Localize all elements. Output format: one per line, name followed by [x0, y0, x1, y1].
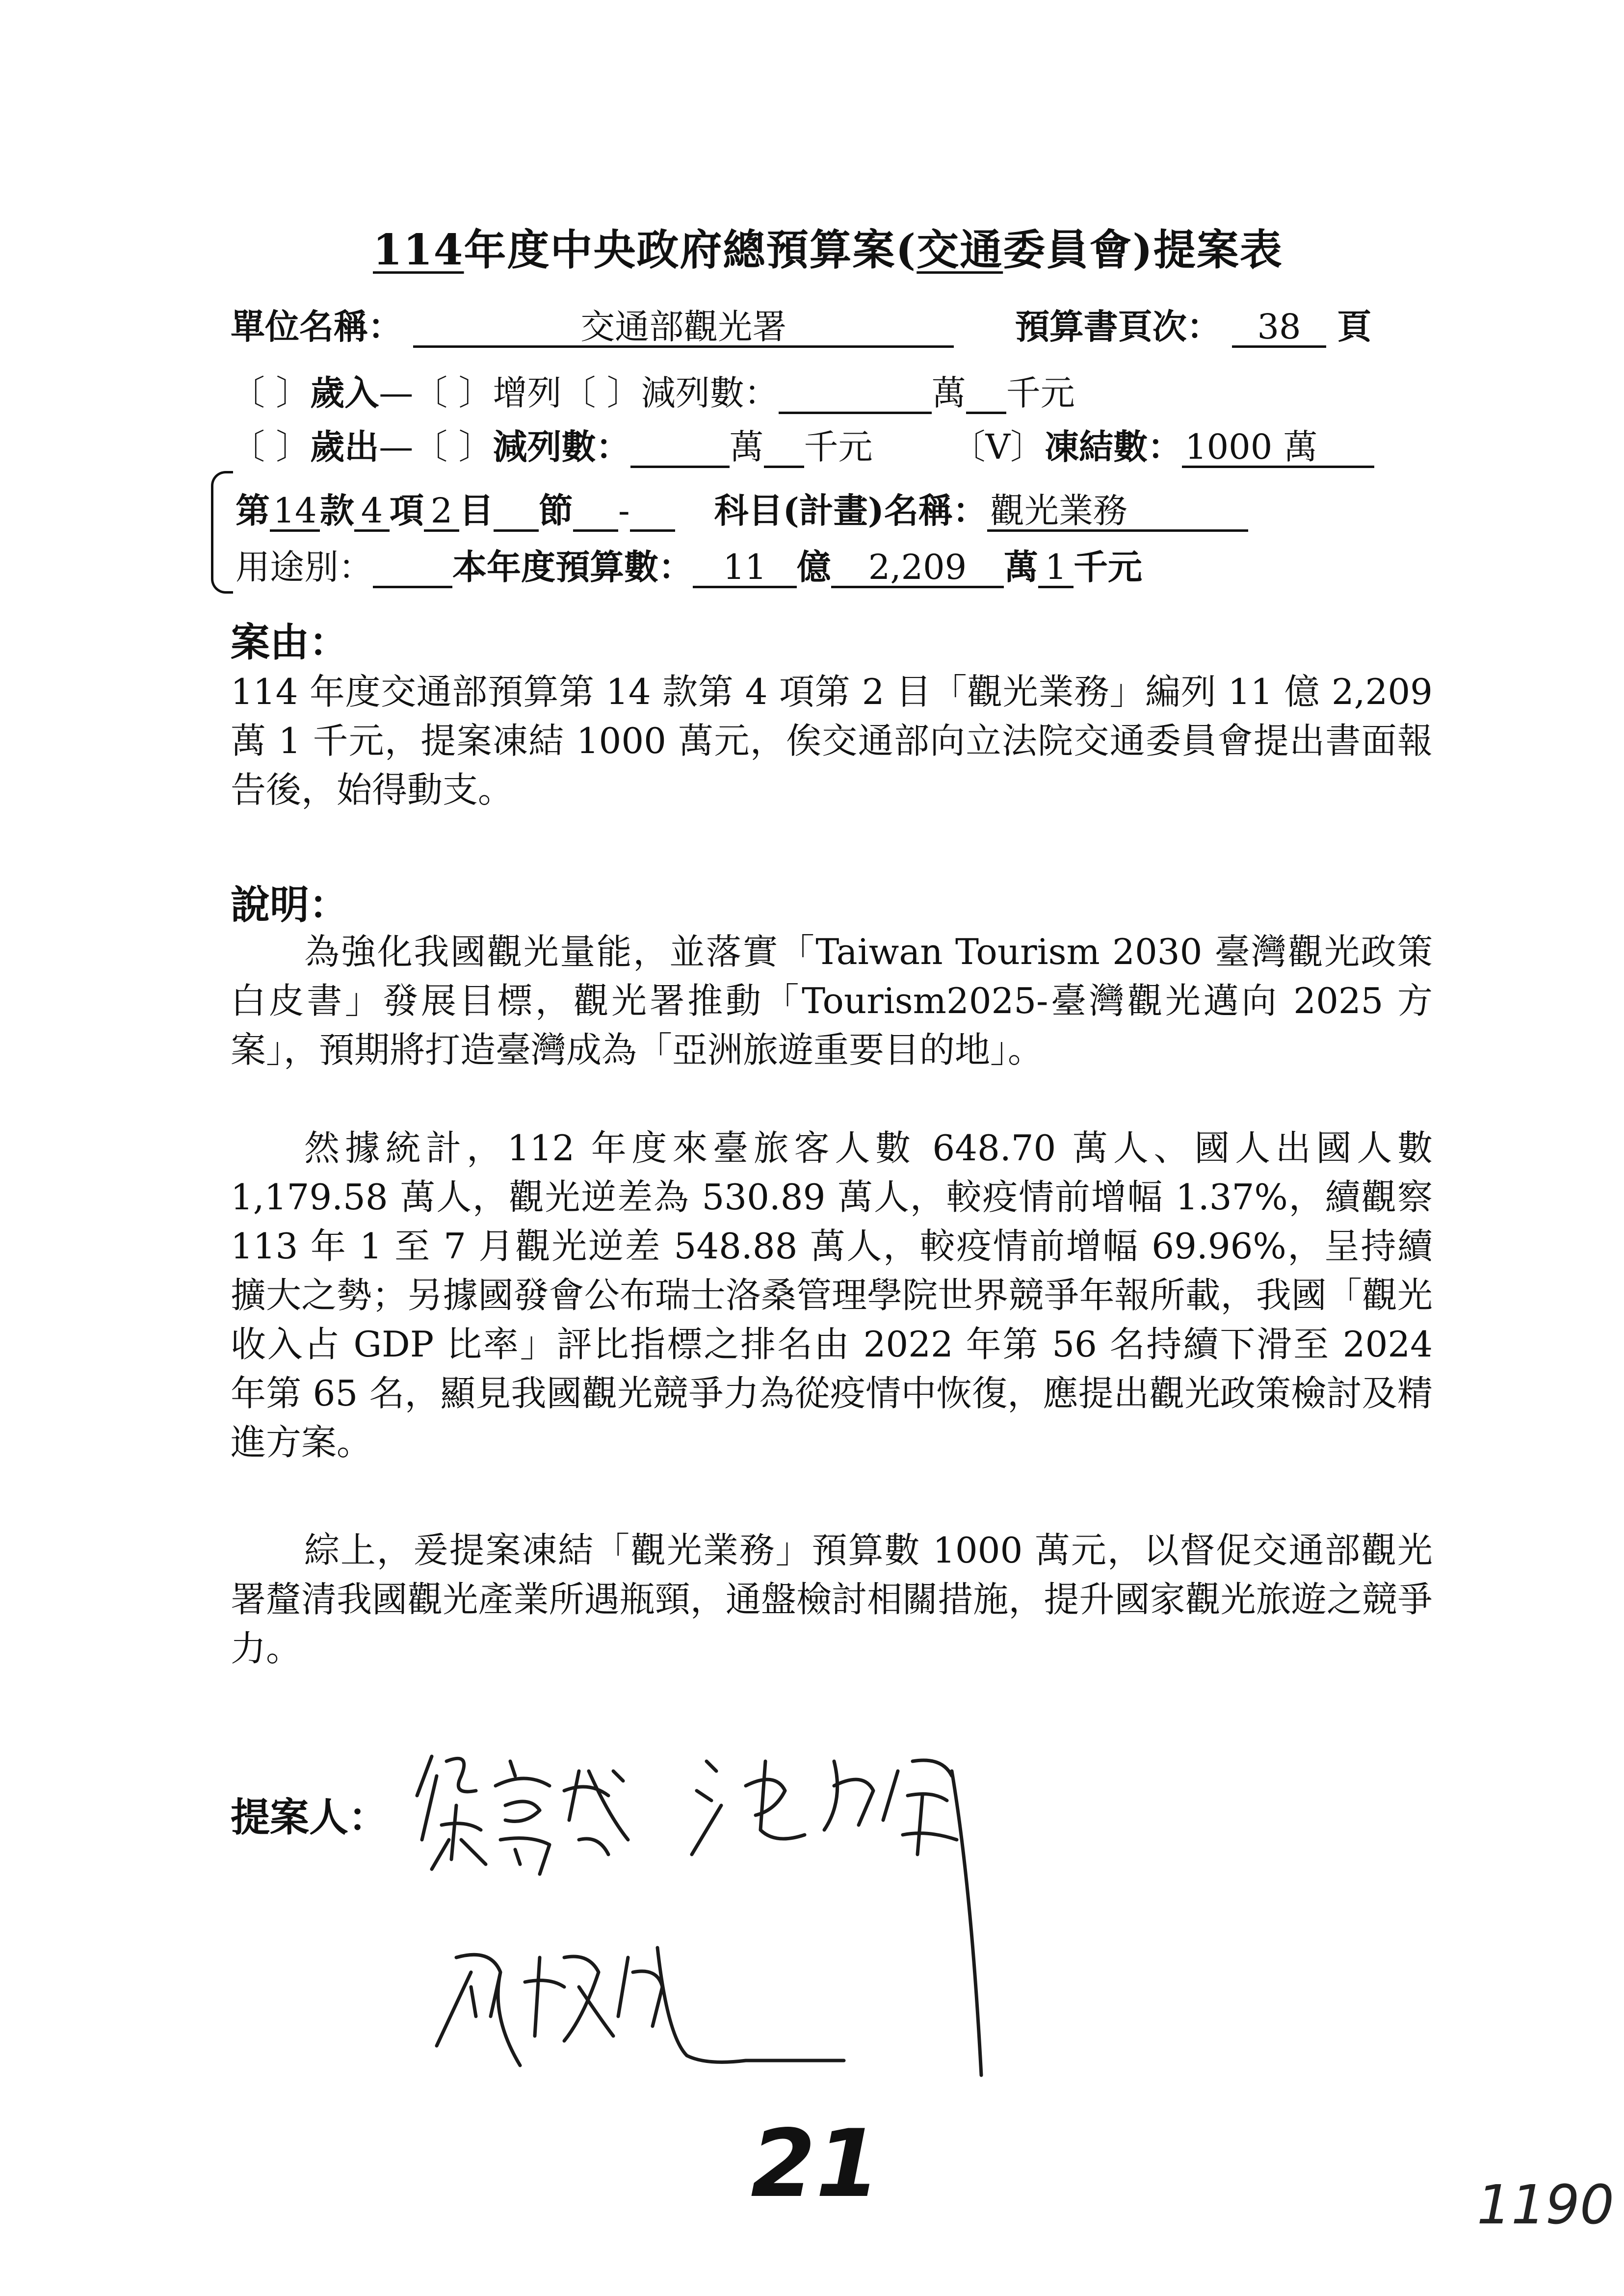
account-sub1-field	[573, 493, 618, 532]
account-xiang-value: 4	[354, 493, 390, 532]
account-dash: -	[618, 491, 630, 531]
title-pre: 年度中央政府總預算案(	[464, 225, 917, 275]
expense-decrease-label: 減列數：	[493, 426, 630, 467]
revenue-checkbox: 〔 〕	[231, 373, 311, 413]
proposer-label: 提案人：	[231, 1794, 388, 1840]
expense-qian-field	[764, 429, 804, 468]
explanation-paragraph-2: 然據統計，112 年度來臺旅客人數 648.70 萬人、國人出國人數 1,179.58 萬人，觀光逆差為 530.89 萬人，較疫情前增幅 1.37%，續觀察 113 年 1 至 7 月觀光逆差 548.88 萬人，較疫情前增幅 69.96%，呈持續擴大之勢；另據國發會公布瑞士洛桑管理學院世界競爭年報所載，我國「觀光收入占 GDP 比率」評比指標之排名由 2022 年第 56 名持續下滑至 2024 年第 65 名，顯見我國觀光競爭力為從疫情中恢復，應提出觀光政策檢討及精進方案。	[231, 1127, 1433, 1463]
explanation-paragraph-1: 為強化我國觀光量能，並落實「Taiwan Tourism 2030 臺灣觀光政策白皮書」發展目標，觀光署推動「Tourism2025-臺灣觀光邁向 2025 方案」，預期將打造臺灣成為「亞洲旅遊重要目的地」。	[231, 931, 1433, 1070]
account-mu-label: 目	[459, 490, 494, 531]
proposer-signatures	[402, 1742, 1089, 2095]
account-kuan-value: 14	[270, 493, 320, 532]
account-mu-value: 2	[424, 493, 459, 532]
revenue-dash: —	[379, 373, 414, 413]
freeze-checkbox: 〔V〕	[951, 427, 1045, 467]
expense-decrease-checkbox: 〔 〕	[413, 427, 493, 467]
expense-wan-unit: 萬	[729, 427, 764, 467]
revenue-label: 歲入	[310, 372, 379, 413]
subject-value: 觀光業務	[987, 493, 1248, 532]
freeze-value: 1000 萬	[1182, 429, 1374, 468]
account-sub2-field	[630, 493, 675, 532]
budget-wan-label: 萬	[1004, 547, 1038, 587]
account-bracket	[211, 471, 233, 594]
budget-label: 本年度預算數：	[452, 547, 693, 587]
expense-dash: —	[379, 427, 414, 467]
expense-label: 歲出	[310, 426, 379, 467]
account-kuan-label: 款	[320, 490, 354, 531]
budget-qian-label: 千元	[1074, 547, 1142, 587]
usage-field	[373, 549, 452, 588]
expense-checkbox: 〔 〕	[231, 427, 311, 467]
explanation-paragraph-3: 綜上，爰提案凍結「觀光業務」預算數 1000 萬元，以督促交通部觀光署釐清我國觀光產業所遇瓶頸，通盤檢討相關措施，提升國家觀光旅遊之競爭力。	[231, 1530, 1433, 1669]
usage-label: 用途別：	[236, 547, 373, 587]
subject-label: 科目(計畫)名稱：	[714, 490, 987, 531]
revenue-increase-checkbox: 〔 〕	[413, 373, 493, 413]
budget-yi-label: 億	[797, 547, 831, 587]
document-title	[373, 216, 1283, 277]
revenue-increase-label: 增列	[493, 373, 562, 413]
account-jie-label: 節	[539, 490, 573, 531]
revenue-decrease-label: 減列數：	[641, 373, 779, 413]
expense-row	[231, 419, 1374, 469]
freeze-label: 凍結數：	[1045, 426, 1182, 467]
account-xiang-label: 項	[390, 490, 424, 531]
page-ref-value: 38	[1232, 309, 1326, 348]
revenue-row	[231, 365, 1075, 415]
unit-value: 交通部觀光署	[413, 309, 954, 348]
budget-qian-value: 1	[1038, 549, 1074, 588]
revenue-qian-field	[966, 375, 1006, 414]
budget-yi-value: 11	[693, 549, 797, 588]
page-ref-label: 預算書頁次：	[1015, 306, 1221, 347]
account-row	[236, 483, 1248, 533]
page-ref-unit: 頁	[1337, 306, 1372, 347]
title-post: 委員會)提案表	[1003, 225, 1283, 275]
account-jie-field	[494, 493, 539, 532]
revenue-wan-unit: 萬	[931, 373, 966, 413]
unit-row	[231, 299, 1371, 349]
reason-text: 114 年度交通部預算第 14 款第 4 項第 2 目「觀光業務」編列 11 億 2,209 萬 1 千元，提案凍結 1000 萬元，俟交通部向立法院交通委員會提出書面報告後，始得動支。	[231, 671, 1433, 810]
reason-heading: 案由：	[231, 619, 348, 665]
page-number: 21	[751, 2110, 881, 2218]
account-di: 第	[236, 490, 270, 531]
expense-wan-field	[630, 429, 730, 468]
usage-row	[236, 540, 1142, 589]
revenue-wan-field	[779, 375, 932, 414]
handwritten-number: 1190	[1477, 2173, 1614, 2236]
budget-wan-value: 2,209	[831, 549, 1004, 588]
unit-label: 單位名稱：	[231, 306, 402, 347]
revenue-decrease-checkbox: 〔 〕	[561, 373, 641, 413]
title-committee: 交通	[917, 225, 1003, 275]
title-year: 114	[373, 225, 464, 275]
revenue-qian-unit: 千元	[1006, 373, 1075, 413]
expense-qian-unit: 千元	[804, 427, 873, 467]
explanation-heading: 說明：	[231, 882, 348, 928]
